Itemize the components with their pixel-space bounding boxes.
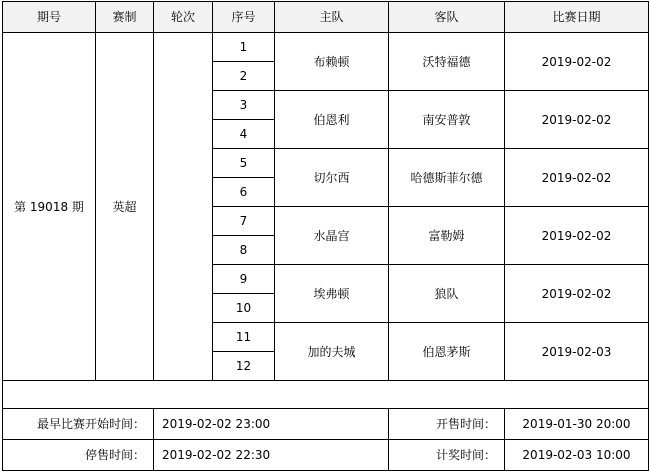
header-seq: 序号 <box>213 2 275 33</box>
info-row <box>3 409 649 440</box>
sale-stop-label: 停售时间： <box>3 440 154 471</box>
seq-cell: 8 <box>213 236 275 265</box>
header-period: 期号 <box>3 2 96 33</box>
seq-cell: 4 <box>213 120 275 149</box>
table-row <box>3 33 649 62</box>
seq-cell: 6 <box>213 178 275 207</box>
spacer-cell <box>3 381 649 409</box>
format-cell: 英超 <box>96 33 154 381</box>
home-team-cell: 埃弗顿 <box>275 265 389 323</box>
draw-time-label: 计奖时间： <box>389 440 505 471</box>
match-date-cell: 2019-02-02 <box>505 33 649 91</box>
home-team-cell: 切尔西 <box>275 149 389 207</box>
seq-cell: 9 <box>213 265 275 294</box>
seq-cell: 11 <box>213 323 275 352</box>
away-team-cell: 伯恩茅斯 <box>389 323 505 381</box>
seq-cell: 12 <box>213 352 275 381</box>
draw-time-value: 2019-02-03 10:00 <box>505 440 649 471</box>
info-row <box>3 440 649 471</box>
header-round: 轮次 <box>154 2 213 33</box>
header-format: 赛制 <box>96 2 154 33</box>
header-away: 客队 <box>389 2 505 33</box>
header-row <box>3 2 649 33</box>
match-date-cell: 2019-02-02 <box>505 91 649 149</box>
home-team-cell: 布赖顿 <box>275 33 389 91</box>
match-date-cell: 2019-02-02 <box>505 265 649 323</box>
home-team-cell: 伯恩利 <box>275 91 389 149</box>
seq-cell: 7 <box>213 207 275 236</box>
seq-cell: 1 <box>213 33 275 62</box>
seq-cell: 5 <box>213 149 275 178</box>
earliest-start-value: 2019-02-02 23:00 <box>154 409 389 440</box>
match-date-cell: 2019-02-03 <box>505 323 649 381</box>
seq-cell: 3 <box>213 91 275 120</box>
sale-start-label: 开售时间： <box>389 409 505 440</box>
header-date: 比赛日期 <box>505 2 649 33</box>
away-team-cell: 沃特福德 <box>389 33 505 91</box>
round-cell <box>154 33 213 381</box>
away-team-cell: 富勒姆 <box>389 207 505 265</box>
earliest-start-label: 最早比赛开始时间： <box>3 409 154 440</box>
schedule-table <box>2 1 649 471</box>
sale-start-value: 2019-01-30 20:00 <box>505 409 649 440</box>
home-team-cell: 水晶宫 <box>275 207 389 265</box>
period-cell: 第 19018 期 <box>3 33 96 381</box>
seq-cell: 10 <box>213 294 275 323</box>
spacer-row <box>3 381 649 409</box>
away-team-cell: 南安普敦 <box>389 91 505 149</box>
match-date-cell: 2019-02-02 <box>505 207 649 265</box>
seq-cell: 2 <box>213 62 275 91</box>
header-home: 主队 <box>275 2 389 33</box>
away-team-cell: 哈德斯菲尔德 <box>389 149 505 207</box>
match-date-cell: 2019-02-02 <box>505 149 649 207</box>
sale-stop-value: 2019-02-02 22:30 <box>154 440 389 471</box>
away-team-cell: 狼队 <box>389 265 505 323</box>
home-team-cell: 加的夫城 <box>275 323 389 381</box>
